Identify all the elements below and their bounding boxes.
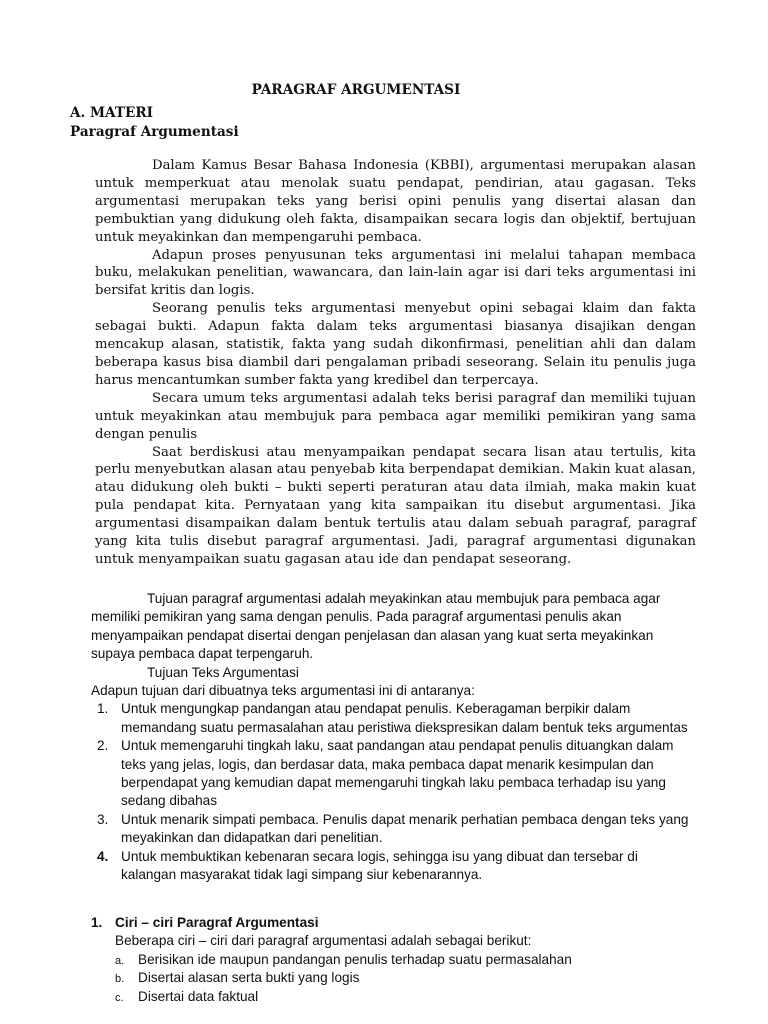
features-item [91,951,691,969]
list-item-text: Untuk mengungkap pandangan atau pendapat penulis. Keberagaman berpikir dalam memandang suatu permasalahan atau peristiwa diekspresikan dalam bentuk teks argumentas [121,701,688,735]
paragraph: Saat berdiskusi atau menyampaikan pendapat secara lisan atau tertulis, kita perlu menyebutkan alasan atau penyebab kita berpendapat demikian. Makin kuat alasan, atau didukung oleh bukti – bukti seperti peraturan atau data ilmiah, maka makin kuat pula pendapat kita. Pernyataan yang kita sampaikan itu disebut argumentasi. Jika argumentasi disampaikan dalam bentuk tertulis atau dalam sebuah paragraf, paragraf yang kita tulis disebut paragraf argumentasi. Jadi, paragraf argumentasi digunakan untuk menyampaikan suatu gagasan atau ide dan pendapat seseorang. [95,444,696,567]
document-title: PARAGRAF ARGUMENTASI [251,82,461,98]
list-item-text: Untuk membuktikan kebenaran secara logis, sehingga isu yang dibuat dan tersebar di kalangan masyarakat tidak lagi simpang siur kebenarannya. [121,848,638,883]
features-marker: a. [115,954,125,967]
features-item [91,969,691,987]
list-item [91,700,691,737]
list-item [91,811,691,848]
list-item [91,848,691,885]
paragraph: Secara umum teks argumentasi adalah teks berisi paragraf dan memiliki tujuan untuk meyakinkan atau membujuk para pembaca agar memiliki pemikiran yang sama dengan penulis [95,390,696,442]
features-heading-text: Ciri – ciri Paragraf Argumentasi [115,915,319,930]
list-item-text: Untuk menarik simpati pembaca. Penulis dapat menarik perhatian pembaca dengan teks yang meyakinkan dan didapatkan dari penelitian. [121,811,689,846]
paragraph: Seorang penulis teks argumentasi menyebut opini sebagai klaim dan fakta sebagai bukti. Adapun fakta dalam teks argumentasi biasanya disajikan dengan mencakup alasan, statistik, fakta yang sudah dikonfirmasi, penelitian ahli dan dalam beberapa kasus bisa diambil dari pengalaman pribadi seseorang. Selain itu penulis juga harus mencantumkan sumber fakta yang kredibel dan terpercaya. [95,301,696,388]
features-heading [91,914,691,932]
body-text [95,157,696,569]
list-number: 1. [97,701,109,717]
features-item [91,988,691,1006]
features-marker: b. [115,973,125,986]
purpose-list [91,700,691,884]
section-label: A. MATERI [70,105,153,121]
purpose-paragraph: Tujuan paragraf argumentasi adalah meyakinkan atau membujuk para pembaca agar memiliki pemikiran yang sama dengan penulis. Pada paragraf argumentasi penulis akan menyampaikan pendapat disertai dengan penjelasan dan alasan yang kuat serta meyakinkan supaya pembaca dapat terpengaruh. [91,591,661,662]
purpose-heading: Tujuan Teks Argumentasi [147,664,299,680]
list-item-text: Untuk memengaruhi tingkah laku, saat pandangan atau pendapat penulis dituangkan dalam teks yang jelas, logis, dan berdasar data, maka pembaca dapat menarik kesimpulan dan berpendapat yang kemudian dapat memengaruhi tingkah laku pembaca terhadap isu yang sedang dibahas [121,738,674,809]
features-intro: Beberapa ciri – ciri dari paragraf argumentasi adalah sebagai berikut: [115,933,532,949]
features-number: 1. [91,915,103,930]
list-item [91,737,691,811]
purpose-intro: Adapun tujuan dari dibuatnya teks argumentasi ini di antaranya: [91,683,475,699]
section-subtitle: Paragraf Argumentasi [70,124,239,140]
features-marker: c. [115,991,124,1004]
paragraph: Dalam Kamus Besar Bahasa Indonesia (KBBI), argumentasi merupakan alasan untuk memperkuat atau menolak suatu pendapat, pendirian, atau gagasan. Teks argumentasi merupakan teks yang berisi opini penulis yang disertai alasan dan pembuktian yang didukung oleh fakta, disampaikan secara logis dan objektif, bertujuan untuk meyakinkan dan mempengaruhi pembaca. [95,158,696,245]
list-number: 3. [97,811,109,827]
paragraph: Adapun proses penyusunan teks argumentasi ini melalui tahapan membaca buku, melakukan penelitian, wawancara, dan lain-lain agar isi dari teks argumentasi ini bersifat kritis dan logis. [95,247,696,299]
features-item-text: Berisikan ide maupun pandangan penulis terhadap suatu permasalahan [138,951,572,967]
list-number: 2. [97,738,109,754]
list-number: 4. [97,848,109,864]
purpose-section [91,590,691,885]
features-section [91,914,691,1006]
features-item-text: Disertai data faktual [138,988,259,1004]
features-item-text: Disertai alasan serta bukti yang logis [138,970,360,986]
